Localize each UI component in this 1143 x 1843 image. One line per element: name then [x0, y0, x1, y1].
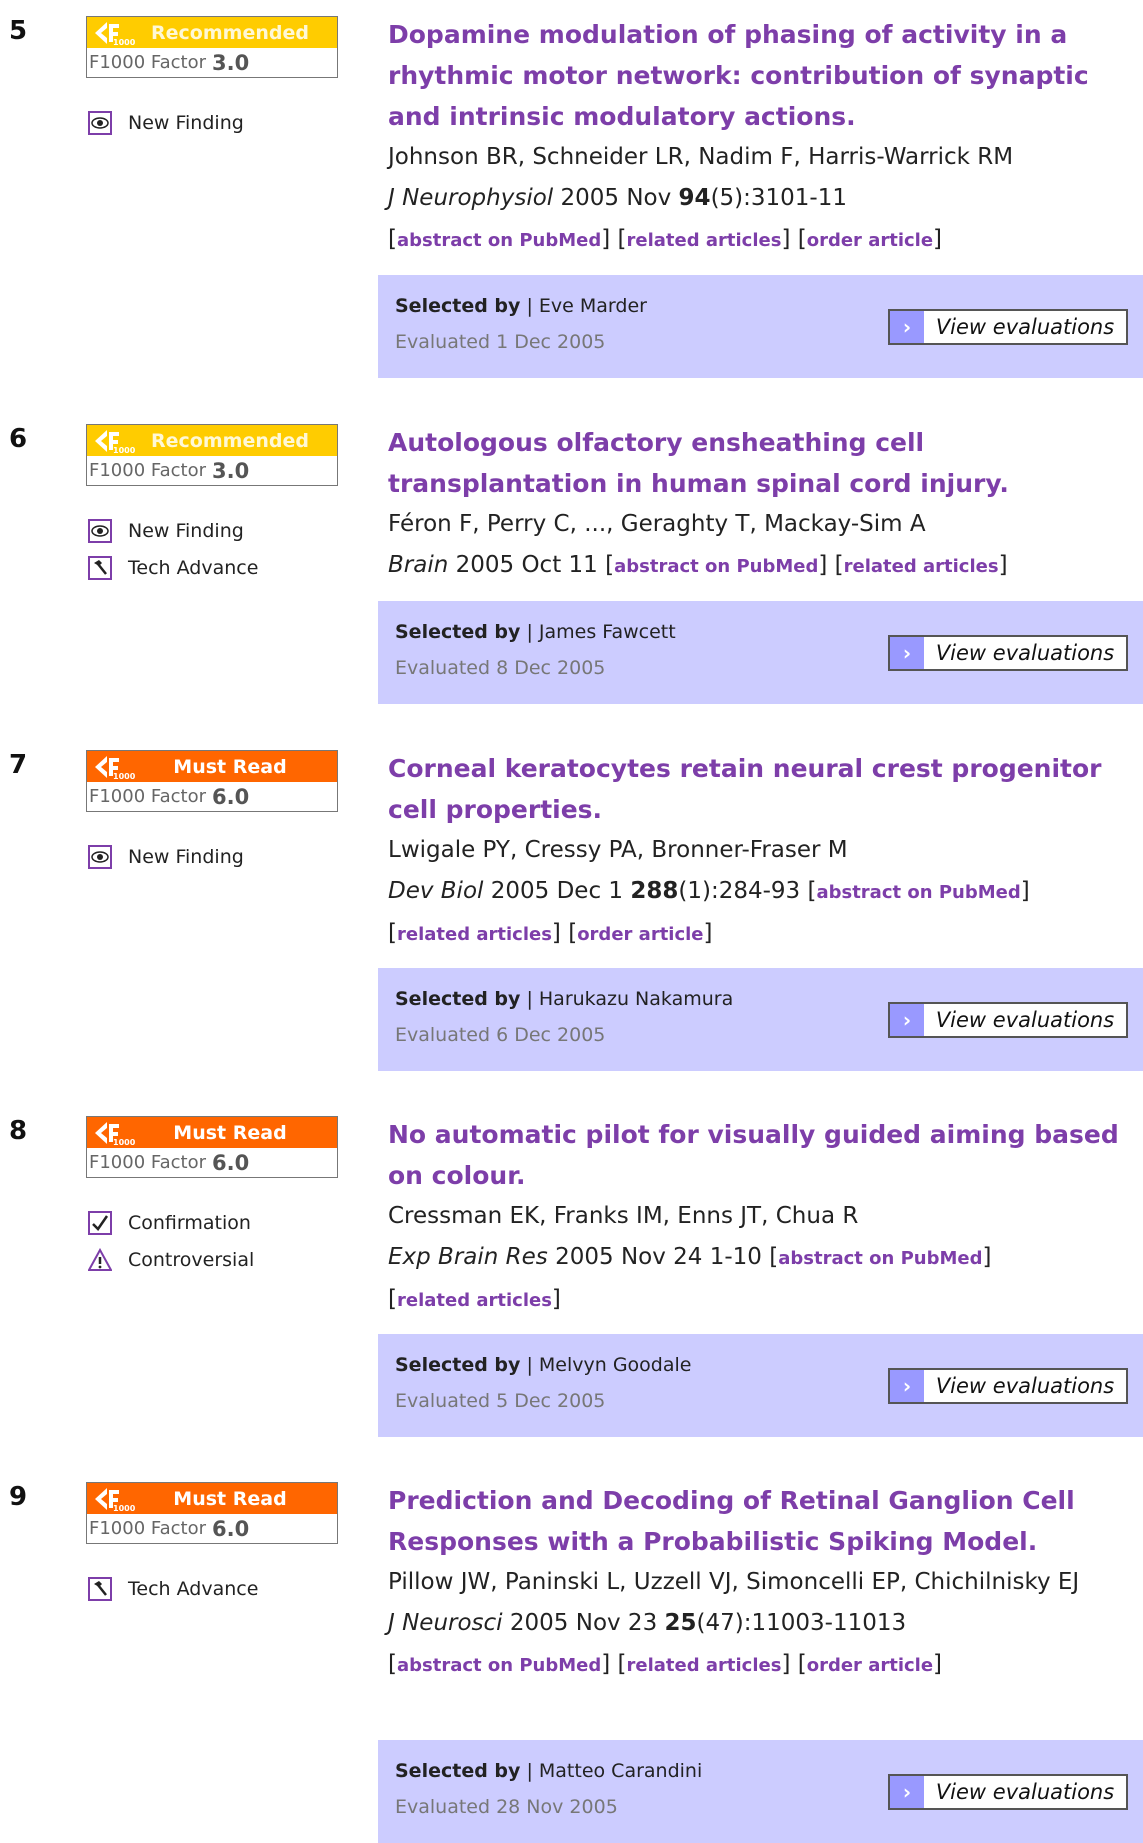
factor-value: 6.0 [211, 1150, 250, 1175]
tag-list [88, 104, 244, 141]
order-link[interactable]: order article [806, 1655, 934, 1676]
tag-label: New Finding [128, 519, 244, 542]
order-link[interactable]: order article [806, 230, 934, 251]
factor-value: 3.0 [211, 50, 250, 75]
rating-badge [86, 424, 338, 486]
article-entry [0, 1100, 1143, 1440]
eye-icon [88, 519, 112, 543]
abstract-link[interactable]: abstract on PubMed [396, 1655, 602, 1676]
tag-label: Tech Advance [128, 556, 259, 579]
factor-label: F1000 Factor [89, 460, 206, 481]
factor-value: 6.0 [211, 1516, 250, 1541]
svg-text:1000: 1000 [113, 1138, 135, 1146]
factor-label: F1000 Factor [89, 1152, 206, 1173]
rating-badge [86, 750, 338, 812]
article-entry [0, 0, 1143, 380]
evaluated-date: Evaluated 6 Dec 2005 [395, 1024, 606, 1046]
tag-label: Tech Advance [128, 1577, 259, 1600]
citation: Brain 2005 Oct 11 [abstract on PubMed] [related articles] [388, 552, 1008, 578]
tag-item [88, 104, 244, 141]
related-link[interactable]: related articles [626, 1655, 782, 1676]
rating-badge [86, 1116, 338, 1178]
tag-item [88, 1570, 258, 1607]
rating-badge [86, 16, 338, 78]
article-title[interactable]: Prediction and Decoding of Retinal Ganglion Cell Responses with a Probabilistic Spiking Model. [388, 1486, 1075, 1556]
factor-label: F1000 Factor [89, 786, 206, 807]
hammer-icon [88, 556, 112, 580]
evaluated-date: Evaluated 1 Dec 2005 [395, 331, 606, 353]
chevron-right-icon: › [890, 1004, 924, 1036]
evaluation-panel [378, 968, 1143, 1071]
link-row: [abstract on PubMed] [related articles] [order article] [388, 1651, 943, 1677]
related-link[interactable]: related articles [396, 1290, 552, 1311]
tag-label: Confirmation [128, 1211, 251, 1234]
tag-item [88, 1204, 254, 1241]
badge-label: Recommended [151, 429, 309, 452]
citation: J Neurophysiol 2005 Nov 94(5):3101-11 [388, 185, 847, 211]
tag-list [88, 512, 258, 586]
authors: Cressman EK, Franks IM, Enns JT, Chua R [388, 1203, 859, 1229]
tag-item [88, 1241, 254, 1278]
evaluated-date: Evaluated 28 Nov 2005 [395, 1796, 618, 1818]
svg-text:1000: 1000 [113, 38, 135, 46]
article-entry [0, 734, 1143, 1074]
warning-icon [88, 1248, 112, 1272]
related-link[interactable]: related articles [843, 556, 999, 577]
citation: Dev Biol 2005 Dec 1 288(1):284-93 [abstract on PubMed] [388, 878, 1030, 904]
badge-label: Must Read [173, 755, 287, 778]
view-evaluations-button[interactable]: › View evaluations [888, 1002, 1128, 1038]
authors: Féron F, Perry C, ..., Geraghty T, Mackay-Sim A [388, 511, 926, 537]
related-link[interactable]: related articles [396, 924, 552, 945]
tag-list [88, 1204, 254, 1278]
article-entry [0, 1466, 1143, 1843]
svg-text:1000: 1000 [113, 772, 135, 780]
factor-label: F1000 Factor [89, 1518, 206, 1539]
evaluated-date: Evaluated 8 Dec 2005 [395, 657, 606, 679]
tag-item [88, 838, 244, 875]
rank-number: 7 [9, 750, 28, 780]
abstract-link[interactable]: abstract on PubMed [614, 556, 819, 577]
order-link[interactable]: order article [577, 924, 704, 945]
rating-badge [86, 1482, 338, 1544]
svg-text:1000: 1000 [113, 1504, 135, 1512]
citation: J Neurosci 2005 Nov 23 25(47):11003-11013 [388, 1610, 907, 1636]
related-link[interactable]: related articles [626, 230, 782, 251]
selected-by: Selected by | Melvyn Goodale [395, 1354, 692, 1376]
factor-value: 6.0 [211, 784, 250, 809]
evaluation-panel [378, 275, 1143, 378]
article-title[interactable]: Corneal keratocytes retain neural crest progenitor cell properties. [388, 754, 1102, 824]
link-row: [related articles] [order article] [388, 920, 713, 946]
tag-item [88, 549, 258, 586]
tag-list [88, 1570, 258, 1607]
link-row: [related articles] [388, 1286, 561, 1312]
tag-label: Controversial [128, 1248, 255, 1271]
selected-by: Selected by | Eve Marder [395, 295, 647, 317]
link-row: [abstract on PubMed] [related articles] [order article] [388, 226, 943, 252]
rank-number: 5 [9, 16, 28, 46]
view-evaluations-button[interactable]: › View evaluations [888, 1774, 1128, 1810]
chevron-right-icon: › [890, 637, 924, 669]
chevron-right-icon: › [890, 1776, 924, 1808]
tag-item [88, 512, 258, 549]
evaluation-panel [378, 601, 1143, 704]
selected-by: Selected by | Harukazu Nakamura [395, 988, 734, 1010]
chevron-right-icon: › [890, 311, 924, 343]
rank-number: 6 [9, 424, 28, 454]
tag-label: New Finding [128, 111, 244, 134]
authors: Pillow JW, Paninski L, Uzzell VJ, Simoncelli EP, Chichilnisky EJ [388, 1569, 1080, 1595]
evaluation-panel [378, 1334, 1143, 1437]
abstract-link[interactable]: abstract on PubMed [778, 1248, 983, 1269]
authors: Lwigale PY, Cressy PA, Bronner-Fraser M [388, 837, 848, 863]
view-evaluations-button[interactable]: › View evaluations [888, 1368, 1128, 1404]
article-title[interactable]: No automatic pilot for visually guided aiming based on colour. [388, 1120, 1119, 1190]
view-evaluations-button[interactable]: › View evaluations [888, 635, 1128, 671]
evaluation-panel [378, 1740, 1143, 1843]
abstract-link[interactable]: abstract on PubMed [396, 230, 602, 251]
tag-label: New Finding [128, 845, 244, 868]
svg-text:1000: 1000 [113, 446, 135, 454]
chevron-right-icon: › [890, 1370, 924, 1402]
badge-label: Recommended [151, 21, 309, 44]
badge-label: Must Read [173, 1121, 287, 1144]
factor-value: 3.0 [211, 458, 250, 483]
selected-by: Selected by | Matteo Carandini [395, 1760, 703, 1782]
article-title[interactable]: Autologous olfactory ensheathing cell transplantation in human spinal cord injury. [388, 428, 1009, 498]
authors: Johnson BR, Schneider LR, Nadim F, Harris-Warrick RM [388, 144, 1014, 170]
article-entry [0, 408, 1143, 708]
eye-icon [88, 845, 112, 869]
rank-number: 8 [9, 1116, 28, 1146]
factor-label: F1000 Factor [89, 52, 206, 73]
abstract-link[interactable]: abstract on PubMed [816, 882, 1021, 903]
eye-icon [88, 111, 112, 135]
badge-label: Must Read [173, 1487, 287, 1510]
check-icon [88, 1211, 112, 1235]
hammer-icon [88, 1577, 112, 1601]
tag-list [88, 838, 244, 875]
evaluated-date: Evaluated 5 Dec 2005 [395, 1390, 606, 1412]
article-title[interactable]: Dopamine modulation of phasing of activity in a rhythmic motor network: contribution of synaptic and intrinsic modulatory actions. [388, 20, 1089, 131]
rank-number: 9 [9, 1482, 28, 1512]
citation: Exp Brain Res 2005 Nov 24 1-10 [abstract on PubMed] [388, 1244, 992, 1270]
selected-by: Selected by | James Fawcett [395, 621, 676, 643]
view-evaluations-button[interactable]: › View evaluations [888, 309, 1128, 345]
